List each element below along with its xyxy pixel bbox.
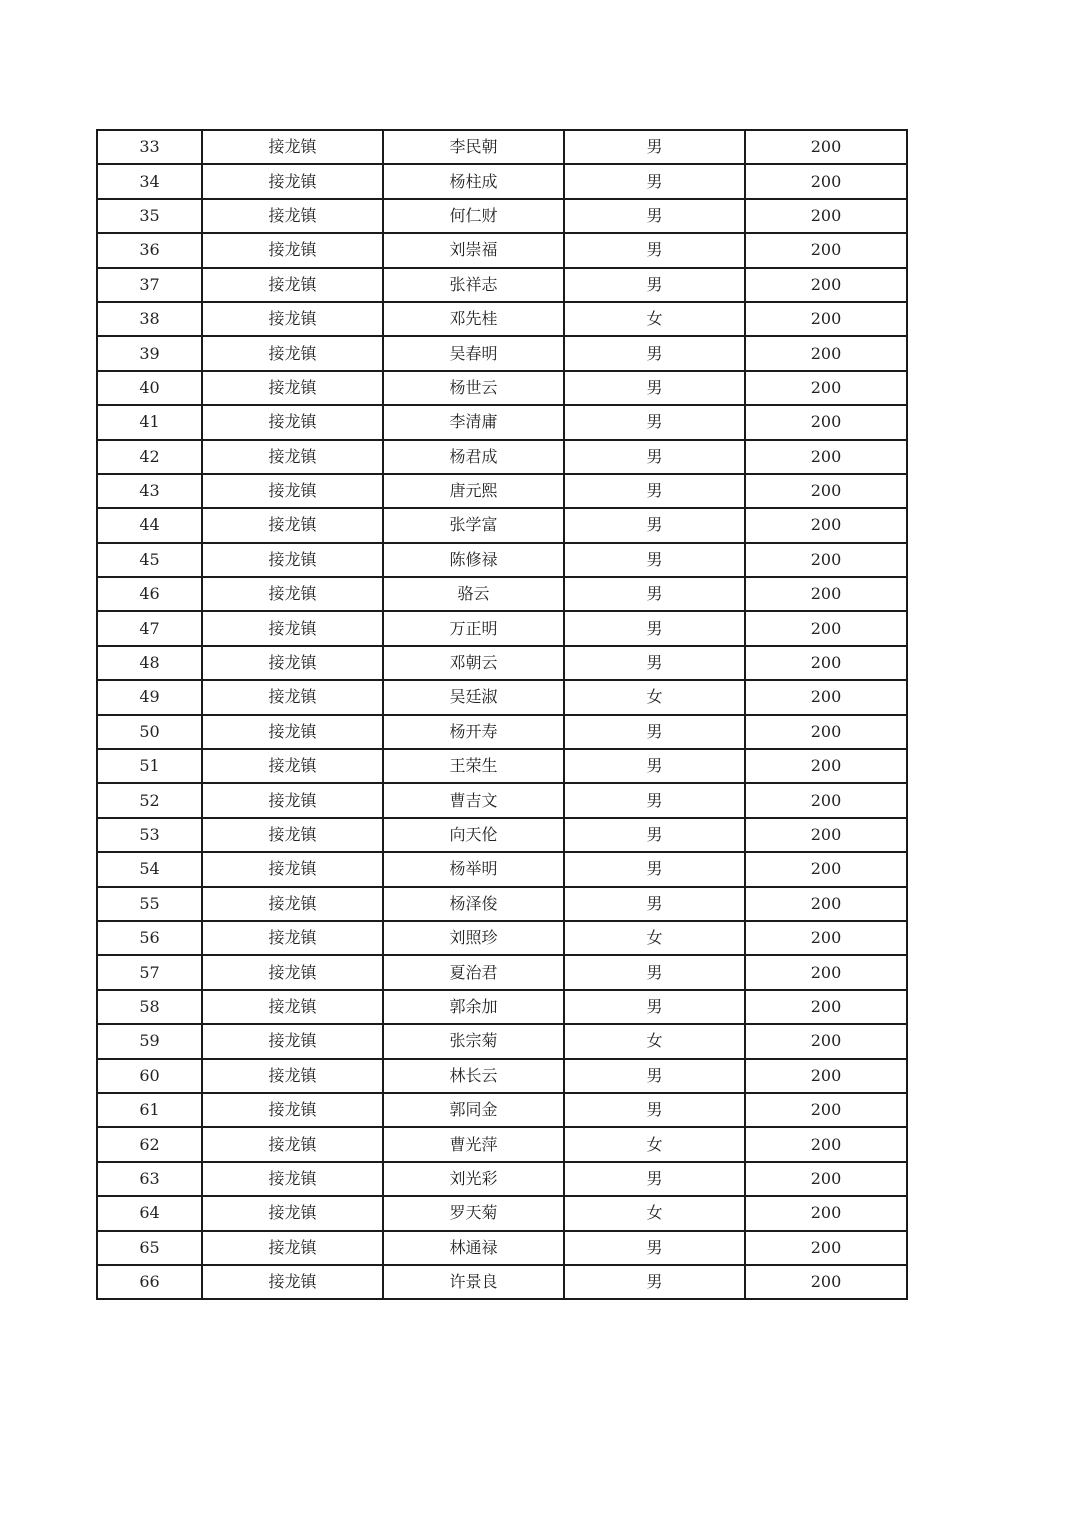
amount-cell: 200: [745, 371, 907, 405]
table-row: [97, 852, 907, 886]
row-number-cell: 45: [97, 543, 202, 577]
row-number-cell: 65: [97, 1231, 202, 1265]
name-cell: 陈修禄: [383, 543, 564, 577]
table-row: [97, 646, 907, 680]
amount-cell: 200: [745, 749, 907, 783]
name-cell: 杨开寿: [383, 715, 564, 749]
table-row: [97, 955, 907, 989]
amount-cell: 200: [745, 1059, 907, 1093]
name-cell: 罗天菊: [383, 1196, 564, 1230]
name-cell: 王荣生: [383, 749, 564, 783]
gender-cell: 女: [564, 921, 745, 955]
name-cell: 吴春明: [383, 336, 564, 370]
name-cell: 张学富: [383, 508, 564, 542]
name-cell: 何仁财: [383, 199, 564, 233]
town-cell: 接龙镇: [202, 852, 383, 886]
table-row: [97, 1231, 907, 1265]
name-cell: 邓先桂: [383, 302, 564, 336]
amount-cell: 200: [745, 990, 907, 1024]
town-cell: 接龙镇: [202, 130, 383, 164]
row-number-cell: 62: [97, 1127, 202, 1161]
name-cell: 杨君成: [383, 440, 564, 474]
row-number-cell: 66: [97, 1265, 202, 1299]
gender-cell: 男: [564, 646, 745, 680]
town-cell: 接龙镇: [202, 1196, 383, 1230]
town-cell: 接龙镇: [202, 1024, 383, 1058]
name-cell: 万正明: [383, 611, 564, 645]
amount-cell: 200: [745, 233, 907, 267]
name-cell: 曹吉文: [383, 783, 564, 817]
row-number-cell: 59: [97, 1024, 202, 1058]
table-row: [97, 1059, 907, 1093]
name-cell: 林通禄: [383, 1231, 564, 1265]
town-cell: 接龙镇: [202, 921, 383, 955]
amount-cell: 200: [745, 302, 907, 336]
row-number-cell: 52: [97, 783, 202, 817]
gender-cell: 男: [564, 852, 745, 886]
gender-cell: 男: [564, 1162, 745, 1196]
table-row: [97, 474, 907, 508]
table-row: [97, 336, 907, 370]
town-cell: 接龙镇: [202, 680, 383, 714]
row-number-cell: 46: [97, 577, 202, 611]
gender-cell: 女: [564, 1127, 745, 1161]
row-number-cell: 61: [97, 1093, 202, 1127]
gender-cell: 男: [564, 508, 745, 542]
gender-cell: 男: [564, 887, 745, 921]
row-number-cell: 34: [97, 164, 202, 198]
town-cell: 接龙镇: [202, 543, 383, 577]
town-cell: 接龙镇: [202, 955, 383, 989]
amount-cell: 200: [745, 130, 907, 164]
row-number-cell: 33: [97, 130, 202, 164]
amount-cell: 200: [745, 715, 907, 749]
amount-cell: 200: [745, 1196, 907, 1230]
row-number-cell: 58: [97, 990, 202, 1024]
name-cell: 杨举明: [383, 852, 564, 886]
table-row: [97, 233, 907, 267]
amount-cell: 200: [745, 955, 907, 989]
amount-cell: 200: [745, 164, 907, 198]
gender-cell: 男: [564, 577, 745, 611]
town-cell: 接龙镇: [202, 336, 383, 370]
row-number-cell: 36: [97, 233, 202, 267]
town-cell: 接龙镇: [202, 749, 383, 783]
amount-cell: 200: [745, 1231, 907, 1265]
amount-cell: 200: [745, 474, 907, 508]
town-cell: 接龙镇: [202, 887, 383, 921]
table-row: [97, 164, 907, 198]
row-number-cell: 42: [97, 440, 202, 474]
table-row: [97, 130, 907, 164]
town-cell: 接龙镇: [202, 440, 383, 474]
amount-cell: 200: [745, 1265, 907, 1299]
amount-cell: 200: [745, 783, 907, 817]
town-cell: 接龙镇: [202, 371, 383, 405]
row-number-cell: 48: [97, 646, 202, 680]
row-number-cell: 55: [97, 887, 202, 921]
amount-cell: 200: [745, 336, 907, 370]
name-cell: 李民朝: [383, 130, 564, 164]
amount-cell: 200: [745, 577, 907, 611]
table-row: [97, 1196, 907, 1230]
table-row: [97, 611, 907, 645]
name-cell: 张祥志: [383, 268, 564, 302]
roster-table-body: [97, 130, 907, 1299]
amount-cell: 200: [745, 405, 907, 439]
gender-cell: 男: [564, 405, 745, 439]
gender-cell: 男: [564, 611, 745, 645]
row-number-cell: 54: [97, 852, 202, 886]
row-number-cell: 57: [97, 955, 202, 989]
table-row: [97, 680, 907, 714]
amount-cell: 200: [745, 268, 907, 302]
amount-cell: 200: [745, 508, 907, 542]
town-cell: 接龙镇: [202, 405, 383, 439]
town-cell: 接龙镇: [202, 1093, 383, 1127]
town-cell: 接龙镇: [202, 233, 383, 267]
name-cell: 向天伦: [383, 818, 564, 852]
amount-cell: 200: [745, 1024, 907, 1058]
table-row: [97, 921, 907, 955]
town-cell: 接龙镇: [202, 577, 383, 611]
gender-cell: 男: [564, 1231, 745, 1265]
name-cell: 夏治君: [383, 955, 564, 989]
amount-cell: 200: [745, 199, 907, 233]
amount-cell: 200: [745, 818, 907, 852]
table-row: [97, 440, 907, 474]
name-cell: 刘崇福: [383, 233, 564, 267]
gender-cell: 男: [564, 164, 745, 198]
gender-cell: 女: [564, 680, 745, 714]
name-cell: 吴廷淑: [383, 680, 564, 714]
table-row: [97, 302, 907, 336]
name-cell: 曹光萍: [383, 1127, 564, 1161]
row-number-cell: 41: [97, 405, 202, 439]
table-row: [97, 783, 907, 817]
table-row: [97, 818, 907, 852]
table-row: [97, 199, 907, 233]
table-row: [97, 543, 907, 577]
town-cell: 接龙镇: [202, 199, 383, 233]
roster-table: [96, 129, 908, 1300]
gender-cell: 男: [564, 474, 745, 508]
name-cell: 邓朝云: [383, 646, 564, 680]
amount-cell: 200: [745, 611, 907, 645]
table-row: [97, 1127, 907, 1161]
row-number-cell: 47: [97, 611, 202, 645]
row-number-cell: 37: [97, 268, 202, 302]
town-cell: 接龙镇: [202, 1059, 383, 1093]
gender-cell: 男: [564, 543, 745, 577]
name-cell: 刘照珍: [383, 921, 564, 955]
amount-cell: 200: [745, 1127, 907, 1161]
town-cell: 接龙镇: [202, 611, 383, 645]
row-number-cell: 35: [97, 199, 202, 233]
gender-cell: 男: [564, 715, 745, 749]
row-number-cell: 39: [97, 336, 202, 370]
town-cell: 接龙镇: [202, 164, 383, 198]
row-number-cell: 64: [97, 1196, 202, 1230]
amount-cell: 200: [745, 440, 907, 474]
name-cell: 郭余加: [383, 990, 564, 1024]
gender-cell: 男: [564, 336, 745, 370]
gender-cell: 男: [564, 749, 745, 783]
gender-cell: 男: [564, 783, 745, 817]
row-number-cell: 43: [97, 474, 202, 508]
name-cell: 骆云: [383, 577, 564, 611]
row-number-cell: 53: [97, 818, 202, 852]
town-cell: 接龙镇: [202, 1265, 383, 1299]
name-cell: 杨世云: [383, 371, 564, 405]
amount-cell: 200: [745, 1093, 907, 1127]
gender-cell: 男: [564, 268, 745, 302]
town-cell: 接龙镇: [202, 783, 383, 817]
gender-cell: 男: [564, 818, 745, 852]
town-cell: 接龙镇: [202, 508, 383, 542]
amount-cell: 200: [745, 543, 907, 577]
name-cell: 许景良: [383, 1265, 564, 1299]
row-number-cell: 56: [97, 921, 202, 955]
row-number-cell: 38: [97, 302, 202, 336]
table-row: [97, 1024, 907, 1058]
name-cell: 杨泽俊: [383, 887, 564, 921]
gender-cell: 男: [564, 440, 745, 474]
town-cell: 接龙镇: [202, 268, 383, 302]
row-number-cell: 49: [97, 680, 202, 714]
name-cell: 张宗菊: [383, 1024, 564, 1058]
gender-cell: 男: [564, 1265, 745, 1299]
row-number-cell: 40: [97, 371, 202, 405]
town-cell: 接龙镇: [202, 990, 383, 1024]
table-row: [97, 508, 907, 542]
town-cell: 接龙镇: [202, 302, 383, 336]
table-row: [97, 268, 907, 302]
name-cell: 李清庸: [383, 405, 564, 439]
amount-cell: 200: [745, 680, 907, 714]
gender-cell: 男: [564, 130, 745, 164]
table-row: [97, 1162, 907, 1196]
name-cell: 刘光彩: [383, 1162, 564, 1196]
name-cell: 林长云: [383, 1059, 564, 1093]
row-number-cell: 60: [97, 1059, 202, 1093]
table-row: [97, 1265, 907, 1299]
table-row: [97, 749, 907, 783]
table-row: [97, 405, 907, 439]
name-cell: 杨柱成: [383, 164, 564, 198]
table-row: [97, 371, 907, 405]
amount-cell: 200: [745, 921, 907, 955]
amount-cell: 200: [745, 852, 907, 886]
row-number-cell: 63: [97, 1162, 202, 1196]
town-cell: 接龙镇: [202, 1127, 383, 1161]
town-cell: 接龙镇: [202, 646, 383, 680]
table-row: [97, 887, 907, 921]
gender-cell: 男: [564, 233, 745, 267]
town-cell: 接龙镇: [202, 818, 383, 852]
name-cell: 郭同金: [383, 1093, 564, 1127]
amount-cell: 200: [745, 887, 907, 921]
gender-cell: 男: [564, 990, 745, 1024]
gender-cell: 男: [564, 199, 745, 233]
town-cell: 接龙镇: [202, 474, 383, 508]
name-cell: 唐元熙: [383, 474, 564, 508]
table-row: [97, 1093, 907, 1127]
table-row: [97, 577, 907, 611]
amount-cell: 200: [745, 646, 907, 680]
amount-cell: 200: [745, 1162, 907, 1196]
gender-cell: 女: [564, 302, 745, 336]
gender-cell: 女: [564, 1024, 745, 1058]
town-cell: 接龙镇: [202, 1162, 383, 1196]
town-cell: 接龙镇: [202, 1231, 383, 1265]
gender-cell: 男: [564, 1093, 745, 1127]
table-row: [97, 990, 907, 1024]
town-cell: 接龙镇: [202, 715, 383, 749]
gender-cell: 男: [564, 371, 745, 405]
row-number-cell: 44: [97, 508, 202, 542]
gender-cell: 女: [564, 1196, 745, 1230]
row-number-cell: 51: [97, 749, 202, 783]
gender-cell: 男: [564, 1059, 745, 1093]
table-row: [97, 715, 907, 749]
gender-cell: 男: [564, 955, 745, 989]
row-number-cell: 50: [97, 715, 202, 749]
